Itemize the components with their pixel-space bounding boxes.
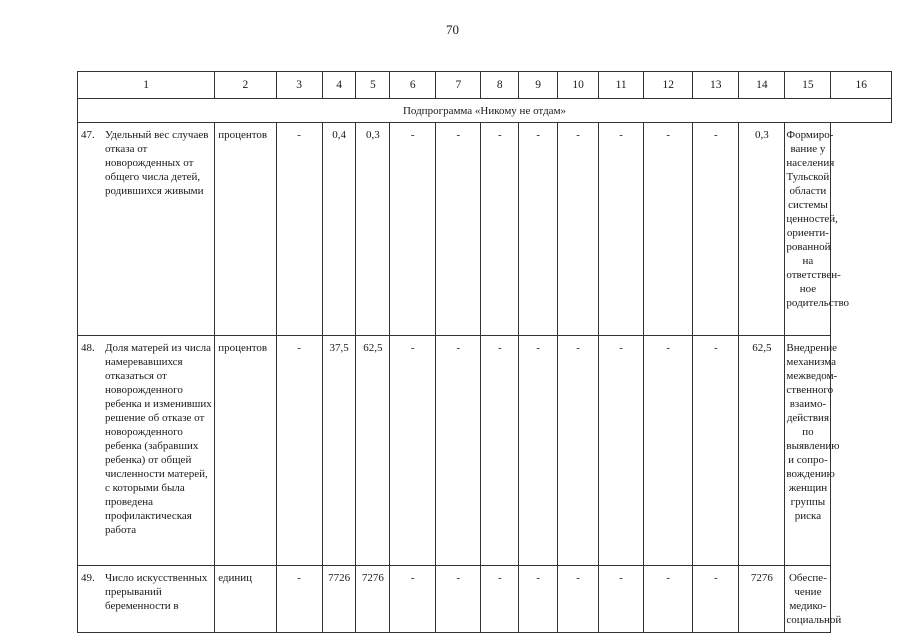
indicator-name: Число искусственных прерываний беременности в [105, 572, 208, 612]
value-cell: - [693, 123, 739, 336]
column-header: 9 [519, 72, 558, 99]
column-header: 16 [831, 72, 892, 99]
value-cell: - [644, 336, 693, 566]
column-header: 7 [436, 72, 481, 99]
value-cell: - [436, 336, 481, 566]
column-header: 13 [693, 72, 739, 99]
column-header: 5 [356, 72, 390, 99]
subprogram-row [78, 99, 892, 123]
column-header: 14 [739, 72, 785, 99]
value-cell: - [519, 566, 558, 633]
value-cell: - [693, 336, 739, 566]
unit-cell: единиц [215, 566, 276, 633]
unit-cell: процентов [215, 336, 276, 566]
value-cell: - [519, 336, 558, 566]
indicator-name-cell [78, 123, 215, 336]
value-cell: - [481, 336, 519, 566]
column-header: 3 [276, 72, 322, 99]
value-cell: - [436, 123, 481, 336]
row-number: 48. [81, 342, 95, 354]
value-cell: - [644, 123, 693, 336]
header-row [78, 72, 892, 99]
value-cell: - [519, 123, 558, 336]
value-cell: 0,3 [739, 123, 785, 336]
unit-cell: процентов [215, 123, 276, 336]
value-cell: 62,5 [356, 336, 390, 566]
value-cell: - [599, 123, 644, 336]
row-number: 49. [81, 572, 95, 584]
value-cell: - [644, 566, 693, 633]
indicator-name-cell [78, 336, 215, 566]
indicator-name-cell [78, 566, 215, 633]
value-cell: - [276, 336, 322, 566]
value-cell: - [599, 566, 644, 633]
value-cell: - [481, 123, 519, 336]
goal-cell: Обеспе-чение медико-социальной [785, 566, 831, 633]
indicator-name: Доля матерей из числа намеревавшихся отказаться от новорожденного ребенка и изменивших решение об отказе от новорожденного ребенка (забравших ребенка) от общей численности матерей, с которыми была проведена профилактическая работа [105, 342, 212, 536]
column-header: 10 [558, 72, 599, 99]
value-cell: - [390, 336, 436, 566]
value-cell: 0,3 [356, 123, 390, 336]
value-cell: 7276 [739, 566, 785, 633]
value-cell: 7276 [356, 566, 390, 633]
goal-cell: Формиро-вание у населения Тульской области системы ценностей, ориенти-рованной на ответствен-ное родительство [785, 123, 831, 336]
column-header: 1 [78, 72, 215, 99]
table-row [78, 566, 892, 633]
value-cell: - [390, 566, 436, 633]
value-cell: - [436, 566, 481, 633]
value-cell: 7726 [322, 566, 356, 633]
value-cell: 62,5 [739, 336, 785, 566]
indicators-table [77, 71, 892, 633]
column-header: 15 [785, 72, 831, 99]
value-cell: 0,4 [322, 123, 356, 336]
column-header: 4 [322, 72, 356, 99]
value-cell: - [481, 566, 519, 633]
column-header: 8 [481, 72, 519, 99]
table-row [78, 123, 892, 336]
column-header: 11 [599, 72, 644, 99]
value-cell: - [558, 566, 599, 633]
value-cell: - [693, 566, 739, 633]
goal-cell: Внедрение механизма межведом-ственного взаимо-действия по выявлению и сопро-вождению женщин группы риска [785, 336, 831, 566]
table-row [78, 336, 892, 566]
value-cell: - [276, 123, 322, 336]
subprogram-title: Подпрограмма «Никому не отдам» [78, 99, 892, 123]
value-cell: - [558, 336, 599, 566]
value-cell: - [599, 336, 644, 566]
value-cell: - [558, 123, 599, 336]
value-cell: 37,5 [322, 336, 356, 566]
column-header: 6 [390, 72, 436, 99]
value-cell: - [276, 566, 322, 633]
row-number: 47. [81, 129, 95, 141]
column-header: 12 [644, 72, 693, 99]
column-header: 2 [215, 72, 276, 99]
value-cell: - [390, 123, 436, 336]
page-number: 70 [446, 22, 459, 37]
indicator-name: Удельный вес случаев отказа от новорожденных от общего числа детей, родившихся живыми [105, 129, 209, 197]
